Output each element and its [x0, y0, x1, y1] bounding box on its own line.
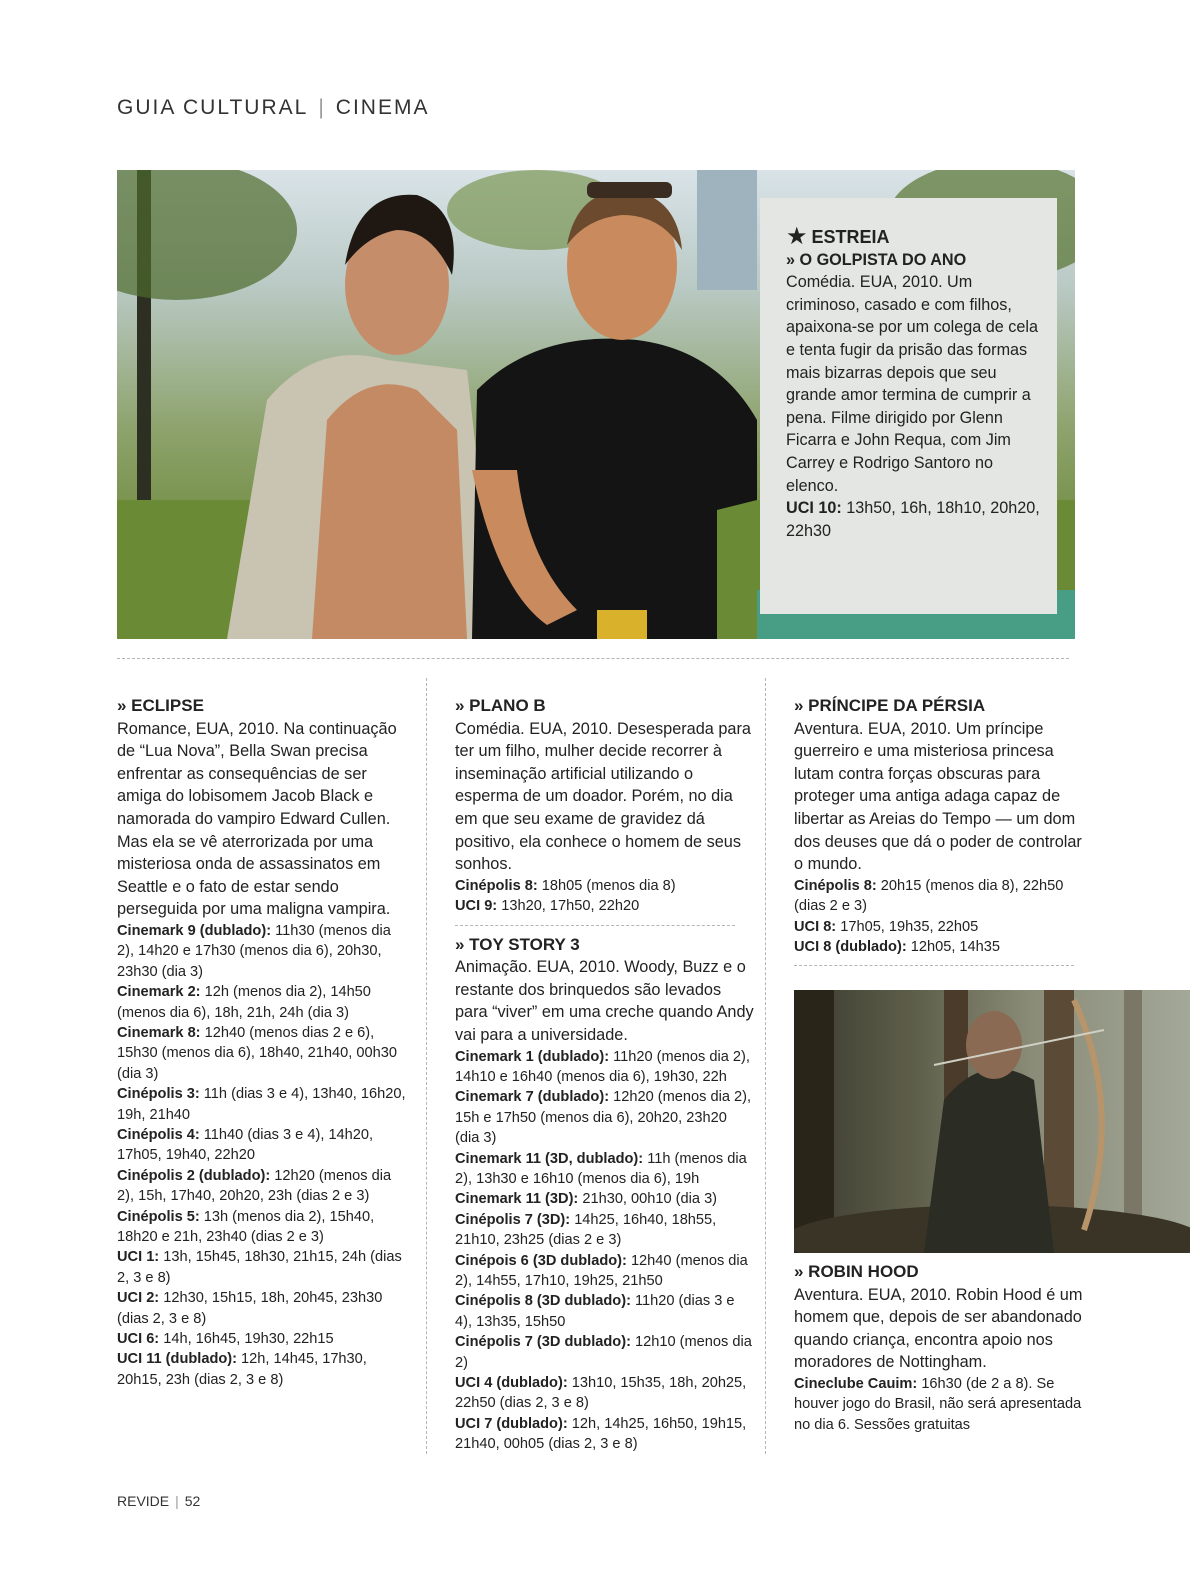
- estreia-box: [760, 198, 1057, 614]
- movie-synopsis: Animação. EUA, 2010. Woody, Buzz e o restante dos brinquedos são levados para “viver” em uma creche quando Andy vai para a universidade.: [455, 958, 754, 1044]
- movie-title: » ECLIPSE: [117, 696, 204, 715]
- robin-hood-photo: [794, 990, 1190, 1253]
- movie-title: » PRÍNCIPE DA PÉRSIA: [794, 696, 986, 715]
- movie-synopsis: Aventura. EUA, 2010. Robin Hood é um homem que, depois de ser abandonado quando criança, encontra apoio nos moradores de Nottingham.: [794, 1285, 1083, 1372]
- movie-synopsis: Comédia. EUA, 2010. Desesperada para ter um filho, mulher decide recorrer à inseminação artificial utilizando o esperma de um doador. Porém, no dia em que seu exame de gravidez dá positivo, ela conhece o homem de seus sonhos.: [455, 719, 751, 874]
- section-header: [117, 96, 429, 120]
- star-icon: ★: [786, 223, 808, 251]
- movie-title: » TOY STORY 3: [455, 934, 580, 954]
- session-list: Cinépolis 8: 18h05 (menos dia 8) UCI 9: 13h20, 17h50, 22h20: [455, 877, 676, 915]
- robin-hood-photo-illustration: [794, 990, 1190, 1253]
- session-cinema: UCI 10:: [786, 499, 842, 518]
- section-name: GUIA CULTURAL: [117, 96, 309, 119]
- subsection-name: CINEMA: [335, 96, 430, 119]
- session-list: Cinemark 9 (dublado): 11h30 (menos dia 2), 14h20 e 17h30 (menos dia 6), 20h30, 23h30 (dia 3) Cinemark 2: 12h (menos dia 2), 14h50 (menos dia 6), 18h, 21h, 24h (dia 3) Cinemark 8: 12h40 (menos dias 2 e 6), 15h30 (menos dia 6), 18h40, 21h40, 00h30 (dia 3) Cinépolis 3: 11h (dias 3 e 4), 13h40, 16h20, 19h, 21h40 Cinépolis 4: 11h40 (dias 3 e 4), 14h20, 17h05, 19h40, 22h20 Cinépolis 2 (dublado): 12h20 (menos dia 2), 15h, 17h40, 20h20, 23h (dias 2 e 3) Cinépolis 5: 13h (menos dia 2), 15h40, 18h20 e 21h, 23h40 (dias 2 e 3) UCI 1: 13h, 15h45, 18h30, 21h15, 24h (dias 2, 3 e 8) UCI 2: 12h30, 15h15, 18h, 20h45, 23h30 (dias 2, 3 e 8) UCI 6: 14h, 16h45, 19h30, 22h15 UCI 11 (dublado): 12h, 14h45, 17h30, 20h15, 23h (dias 2, 3 e 8): [117, 922, 406, 1388]
- page-footer: [117, 1493, 200, 1509]
- estreia-synopsis: Comédia. EUA, 2010. Um criminoso, casado e com filhos, apaixona-se por um colega de cela e tenta fugir da prisão das formas mais bizarras depois que seu grande amor termina de cumprir a pena. Filme dirigido por Glenn Ficarra e John Requa, com Jim Carrey e Rodrigo Santoro no elenco.: [786, 273, 1038, 495]
- movie-synopsis: Romance, EUA, 2010. Na continuação de “Lua Nova”, Bella Swan precisa enfrentar as consequências de ser amiga do lobisomem Jacob Black e namorada do vampiro Edward Cullen. Mas ela se vê aterrorizada por uma misteriosa onda de assassinatos em Seattle e o fato de estar sendo perseguida por uma maligna vampira.: [117, 719, 397, 919]
- session-list: Cineclube Cauim: 16h30 (de 2 a 8). Se houver jogo do Brasil, não será apresentada no dia 6. Sessões gratuitas: [794, 1375, 1082, 1433]
- robin-hood-entry: [794, 1261, 1084, 1435]
- estreia-label-row: [786, 223, 1041, 251]
- estreia-sessions: [786, 497, 1041, 542]
- session-list: Cinemark 1 (dublado): 11h20 (menos dia 2), 14h10 e 16h40 (menos dia 6), 19h30, 22h Cinemark 7 (dublado): 12h20 (menos dia 2), 15h e 17h50 (menos dia 6), 20h20, 23h20 (dia 3) Cinemark 11 (3D, dublado): 11h (menos dia 2), 13h30 e 16h10 (menos dia 6), 19h Cinemark 11 (3D): 21h30, 00h10 (dia 3) Cinépolis 7 (3D): 14h25, 16h40, 18h55, 21h10, 23h25 (dias 2 e 3) Cinépois 6 (3D dublado): 12h40 (menos dia 2), 14h55, 17h10, 19h25, 21h50 Cinépolis 8 (3D dublado): 11h20 (dias 3 e 4), 13h35, 15h50 Cinépolis 7 (3D dublado): 12h10 (menos dia 2) UCI 4 (dublado): 13h10, 15h35, 18h, 20h25, 22h50 (dias 2, 3 e 8) UCI 7 (dublado): 12h, 14h25, 16h50, 19h15, 21h40, 00h05 (dias 2, 3 e 8): [455, 1048, 752, 1453]
- movie-title: » PLANO B: [455, 696, 546, 715]
- movie-title: » ROBIN HOOD: [794, 1262, 919, 1281]
- divider-vertical: [765, 678, 766, 1454]
- column-1: [117, 695, 407, 1390]
- divider-horizontal: [117, 658, 1069, 659]
- session-list: Cinépolis 8: 20h15 (menos dia 8), 22h50 (dias 2 e 3) UCI 8: 17h05, 19h35, 22h05 UCI 8 (dublado): 12h05, 14h35: [794, 877, 1064, 955]
- estreia-movie-title: » O GOLPISTA DO ANO: [786, 250, 967, 269]
- header-separator: |: [318, 96, 326, 119]
- page-number: 52: [184, 1493, 201, 1509]
- column-2: [455, 695, 755, 1455]
- estreia-label: ESTREIA: [811, 227, 890, 247]
- column-3: [794, 695, 1084, 966]
- footer-separator: |: [175, 1493, 179, 1509]
- divider-horizontal: [455, 925, 735, 926]
- session-times: 13h50, 16h, 18h10, 20h20, 22h30: [786, 499, 1040, 540]
- divider-horizontal: [794, 965, 1074, 966]
- magazine-name: REVIDE: [117, 1493, 170, 1509]
- movie-synopsis: Aventura. EUA, 2010. Um príncipe guerreiro e uma misteriosa princesa lutam contra forças obscuras para proteger uma antiga adaga capaz de libertar as Areias do Tempo — um dom dos deuses que dá o poder de controlar o mundo.: [794, 719, 1082, 874]
- divider-vertical: [426, 678, 427, 1454]
